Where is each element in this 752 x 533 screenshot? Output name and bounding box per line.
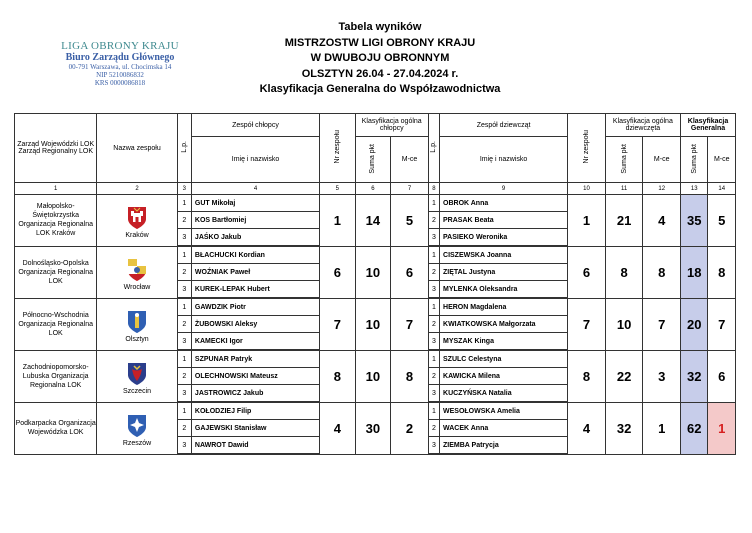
boy-name: NAWROT Dawid (191, 437, 319, 455)
girls-sum: 10 (605, 298, 643, 350)
team-crest (97, 362, 176, 386)
team-city: Kraków (125, 231, 149, 239)
team-city: Rzeszów (122, 439, 152, 447)
boys-place: 2 (391, 402, 429, 454)
lp-girls: 2 (428, 420, 439, 437)
colnum: 7 (391, 183, 429, 195)
lp-boys: 1 (177, 195, 191, 212)
team-city: Szczecin (123, 387, 152, 395)
krakow-crest-icon (127, 206, 147, 230)
team-region: Dolnośląsko-Opolska Organizacja Regionalna LOK (15, 246, 97, 298)
girl-name: KWIATKOWSKA Małgorzata (440, 316, 568, 333)
col-boys-sum (355, 137, 391, 183)
lp-boys: 1 (177, 402, 191, 420)
stamp-line-4: NIP 5210086832 (96, 71, 144, 79)
boy-name: OLECHNOWSKI Mateusz (191, 368, 319, 385)
table-row (15, 298, 736, 316)
lp-boys: 2 (177, 368, 191, 385)
girls-place: 7 (643, 298, 681, 350)
col-boys-name: Imię i nazwisko (191, 137, 319, 183)
team-region: Zachodniopomorsko-Lubuska Organizacja Regionalna LOK (15, 350, 97, 402)
lp-girls: 3 (428, 281, 439, 299)
lp-boys: 1 (177, 350, 191, 368)
lp-boys: 3 (177, 281, 191, 299)
lp-girls: 1 (428, 195, 439, 212)
girls-place: 4 (643, 195, 681, 247)
header-line-2: MISTRZOSTW LIGI OBRONY KRAJU (284, 36, 476, 49)
girls-sum: 8 (605, 246, 643, 298)
total-sum: 20 (681, 298, 708, 350)
boys-sum: 30 (355, 402, 391, 454)
girls-place: 3 (643, 350, 681, 402)
col-boys-no-label: Nr zespołu (333, 130, 341, 164)
girls-team-no: 7 (568, 298, 606, 350)
team-name-cell (97, 195, 177, 247)
lp-girls: 2 (428, 316, 439, 333)
boys-place: 5 (391, 195, 429, 247)
col-total-sum (681, 137, 708, 183)
total-sum: 35 (681, 195, 708, 247)
total-sum: 18 (681, 246, 708, 298)
colnum: 11 (605, 183, 643, 195)
lp-boys: 1 (177, 298, 191, 316)
total-sum: 32 (681, 350, 708, 402)
stamp-line-1: LIGA OBRONY KRAJU (61, 40, 179, 52)
girl-name: HERON Magdalena (440, 298, 568, 316)
colnum: 1 (15, 183, 97, 195)
team-name-cell (97, 402, 177, 454)
boys-place: 8 (391, 350, 429, 402)
colnum: 8 (428, 183, 439, 195)
lp-girls: 1 (428, 298, 439, 316)
girls-place: 8 (643, 246, 681, 298)
table-row (15, 246, 736, 264)
col-boys-sum-label: Suma pkt (369, 143, 377, 174)
stamp-line-3: 00-791 Warszawa, ul. Chocimska 14 (68, 63, 172, 71)
girl-name: WACEK Anna (440, 420, 568, 437)
header-line-5: Klasyfikacja Generalna do Współzawodnictwa (259, 83, 501, 95)
girl-name: KUCZYŃSKA Natalia (440, 385, 568, 403)
header-line-4: OLSZTYN 26.04 - 27.04.2024 r. (301, 67, 459, 80)
table-row (15, 402, 736, 420)
col-girls-name: Imię i nazwisko (440, 137, 568, 183)
lp-girls: 3 (428, 437, 439, 455)
girl-name: OBROK Anna (440, 195, 568, 212)
team-name-cell (97, 246, 177, 298)
colnum: 2 (97, 183, 177, 195)
lp-boys: 2 (177, 264, 191, 281)
col-region-label: Zarząd Wojewódzki LOK Zarząd Regionalny LOK (17, 141, 95, 155)
stamp-line-2: Biuro Zarządu Głównego (65, 52, 175, 63)
lp-girls: 1 (428, 246, 439, 264)
col-total-place: M-ce (708, 137, 736, 183)
document-header (200, 20, 560, 98)
organization-stamp (40, 40, 200, 87)
table-row (15, 350, 736, 368)
total-place: 5 (708, 195, 736, 247)
col-lp-girls-label: L.p. (430, 141, 438, 153)
boys-team-no: 6 (320, 246, 356, 298)
boy-name: BŁACHUCKI Kordian (191, 246, 319, 264)
col-total-sum-label: Suma pkt (690, 143, 698, 174)
lp-girls: 1 (428, 402, 439, 420)
team-city: Wrocław (123, 283, 151, 291)
col-team: Nazwa zespołu (97, 114, 177, 183)
results-body (15, 195, 736, 455)
boy-name: SZPUNAR Patryk (191, 350, 319, 368)
results-table (14, 113, 736, 455)
boys-sum: 14 (355, 195, 391, 247)
col-boys-place: M-ce (391, 137, 429, 183)
lp-boys: 3 (177, 385, 191, 403)
team-region: Północno-Wschodnia Organizacja Regionalna LOK (15, 298, 97, 350)
col-region (15, 114, 97, 183)
girl-name: MYLENKA Oleksandra (440, 281, 568, 299)
col-boys-no (320, 114, 356, 183)
girl-name: CISZEWSKA Joanna (440, 246, 568, 264)
lp-girls: 3 (428, 229, 439, 247)
team-crest (97, 258, 176, 282)
col-girls-place: M-ce (643, 137, 681, 183)
colnum: 4 (191, 183, 319, 195)
col-lp-boys-label: L.p. (180, 141, 188, 153)
colnum: 6 (355, 183, 391, 195)
team-region: Podkarpacka Organizacja Wojewódzka LOK (15, 402, 97, 454)
boy-name: GAJEWSKI Stanisław (191, 420, 319, 437)
colnum: 14 (708, 183, 736, 195)
rzeszow-crest-icon (127, 414, 147, 438)
boy-name: GAWDZIK Piotr (191, 298, 319, 316)
boy-name: GUT Mikołaj (191, 195, 319, 212)
col-girls-team: Zespół dziewcząt (440, 114, 568, 137)
girls-team-no: 8 (568, 350, 606, 402)
boys-sum: 10 (355, 350, 391, 402)
lp-girls: 2 (428, 368, 439, 385)
boys-sum: 10 (355, 246, 391, 298)
colnum: 3 (177, 183, 191, 195)
team-city: Olsztyn (125, 335, 149, 343)
lp-boys: 2 (177, 212, 191, 229)
header-line-3: W DWUBOJU OBRONNYM (310, 52, 450, 64)
total-place: 7 (708, 298, 736, 350)
colnum: 12 (643, 183, 681, 195)
boy-name: KOS Bartłomiej (191, 212, 319, 229)
column-number-row (15, 183, 736, 195)
colnum: 10 (568, 183, 606, 195)
colnum: 13 (681, 183, 708, 195)
boy-name: KAMECKI Igor (191, 333, 319, 351)
boys-sum: 10 (355, 298, 391, 350)
boys-team-no: 4 (320, 402, 356, 454)
szczecin-crest-icon (127, 362, 147, 386)
col-boys-team: Zespół chłopcy (191, 114, 319, 137)
total-sum: 62 (681, 402, 708, 454)
total-place: 8 (708, 246, 736, 298)
girls-sum: 22 (605, 350, 643, 402)
boys-team-no: 8 (320, 350, 356, 402)
team-crest (97, 310, 176, 334)
boy-name: KUREK-LEPAK Hubert (191, 281, 319, 299)
colnum: 9 (440, 183, 568, 195)
team-crest (97, 206, 176, 230)
total-place: 6 (708, 350, 736, 402)
boy-name: WOŹNIAK Paweł (191, 264, 319, 281)
girl-name: ZIĘTAL Justyna (440, 264, 568, 281)
team-name-cell (97, 350, 177, 402)
colnum: 5 (320, 183, 356, 195)
col-lp-girls (428, 114, 439, 183)
table-row (15, 195, 736, 212)
girls-team-no: 1 (568, 195, 606, 247)
col-girls-no-label: Nr zespołu (582, 130, 590, 164)
lp-girls: 2 (428, 264, 439, 281)
team-region: Małopolsko-Świętokrzystka Organizacja Regionalna LOK Kraków (15, 195, 97, 247)
lp-boys: 2 (177, 420, 191, 437)
boy-name: JASTROWICZ Jakub (191, 385, 319, 403)
col-girls-sum-label: Suma pkt (620, 143, 628, 174)
col-lp-boys (177, 114, 191, 183)
lp-girls: 2 (428, 212, 439, 229)
girl-name: SZULC Celestyna (440, 350, 568, 368)
girl-name: ZIEMBA Patrycja (440, 437, 568, 455)
stamp-line-5: KRS 0000086818 (94, 79, 146, 87)
girls-team-no: 4 (568, 402, 606, 454)
lp-boys: 3 (177, 437, 191, 455)
boys-team-no: 7 (320, 298, 356, 350)
lp-boys: 2 (177, 316, 191, 333)
girl-name: PRASAK Beata (440, 212, 568, 229)
girls-sum: 32 (605, 402, 643, 454)
boy-name: JAŚKO Jakub (191, 229, 319, 247)
lp-boys: 3 (177, 229, 191, 247)
girls-team-no: 6 (568, 246, 606, 298)
col-girls-no (568, 114, 606, 183)
boys-place: 6 (391, 246, 429, 298)
girl-name: KAWICKA Milena (440, 368, 568, 385)
boys-team-no: 1 (320, 195, 356, 247)
girl-name: PASIEKO Weronika (440, 229, 568, 247)
lp-boys: 3 (177, 333, 191, 351)
team-crest (97, 414, 176, 438)
boy-name: ŻUBOWSKI Aleksy (191, 316, 319, 333)
lp-girls: 3 (428, 333, 439, 351)
girl-name: MYSZAK Kinga (440, 333, 568, 351)
wroclaw-crest-icon (127, 258, 147, 282)
header-line-1: Tabela wyników (338, 21, 422, 33)
col-boys-class: Klasyfikacja ogólna chłopcy (355, 114, 428, 137)
total-place: 1 (708, 402, 736, 454)
lp-boys: 1 (177, 246, 191, 264)
olsztyn-crest-icon (127, 310, 147, 334)
col-girls-class: Klasyfikacja ogólna dziewczęta (605, 114, 680, 137)
team-name-cell (97, 298, 177, 350)
girl-name: WESOŁOWSKA Amelia (440, 402, 568, 420)
girls-place: 1 (643, 402, 681, 454)
col-general: Klasyfikacja Generalna (681, 114, 736, 137)
boys-place: 7 (391, 298, 429, 350)
boy-name: KOŁODZIEJ Filip (191, 402, 319, 420)
lp-girls: 1 (428, 350, 439, 368)
col-girls-sum (605, 137, 643, 183)
girls-sum: 21 (605, 195, 643, 247)
lp-girls: 3 (428, 385, 439, 403)
